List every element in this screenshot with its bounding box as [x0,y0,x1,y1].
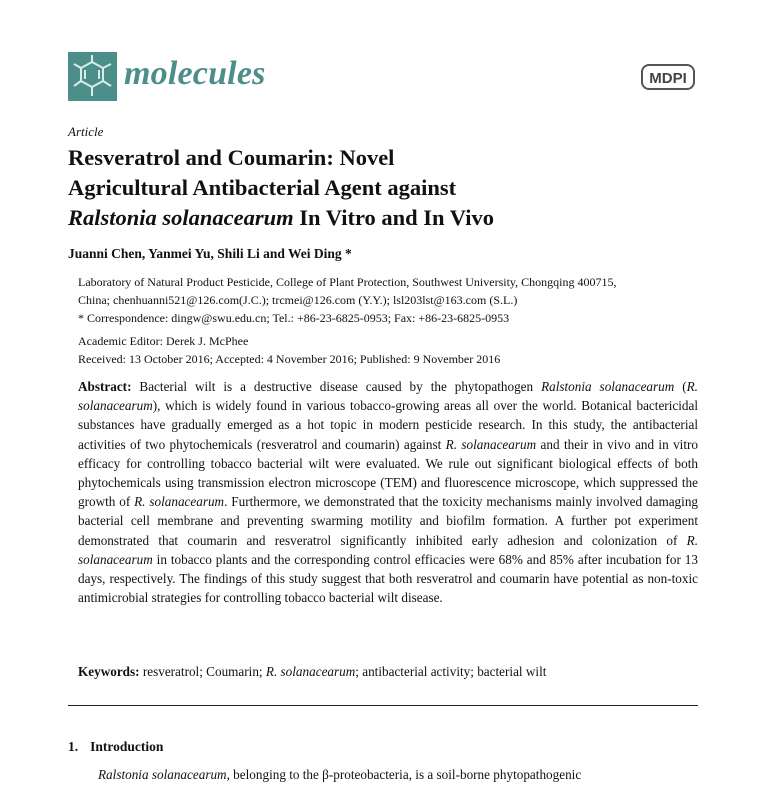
journal-logo [68,52,117,101]
title-line-2: Agricultural Antibacterial Agent against [68,175,457,200]
intro-text: belonging to the β-proteobacteria, is a soil-borne phytopathogenic [229,767,582,782]
species-abbrev: R. solanacearum [78,379,698,414]
species-abbrev: R. solanacearum [445,436,537,452]
abstract-text: ( [674,379,687,394]
keywords-label: Keywords: [78,664,140,679]
publication-dates: Received: 13 October 2016; Accepted: 4 November 2016; Published: 9 November 2016 [78,352,501,366]
abstract-text: Bacterial wilt is a destructive disease caused by the phytopathogen [131,379,542,394]
affiliation-block [78,273,708,327]
title-species: Ralstonia solanacearum [68,205,294,230]
species-name: Ralstonia solanacearum, [98,767,230,782]
academic-editor: Academic Editor: Derek J. McPhee [78,334,249,348]
abstract-text: . Furthermore, we demonstrated that the toxicity mechanisms mainly involved damaging bacterial cell membrane and preventing swarming motility and biofilm formation. A further pot experiment demonstrated that coumarin and resveratrol significantly inhibited early adhesion and colonization of [78,494,699,548]
section-title: Introduction [90,739,164,754]
author-list: Juanni Chen, Yanmei Yu, Shili Li and Wei Ding * [68,246,352,261]
affiliation-line-2: China; chenhuanni521@126.com(J.C.); trcmei@126.com (Y.Y.); lsl203lst@163.com (S.L.) [78,293,518,307]
keywords [78,664,546,680]
publisher-logo: MDPI [641,64,695,90]
title-line-3-rest: In Vitro and In Vivo [293,205,494,230]
correspondence: * Correspondence: dingw@swu.edu.cn; Tel.: +86-23-6825-0953; Fax: +86-23-6825-0953 [78,311,510,325]
abstract-text: in tobacco plants and the corresponding control efficacies were 68% and 85% after incubation for 13 days, respectively. The findings of this study suggest that both resveratrol and coumarin have potential as non-toxic antimicrobial strategies for controlling tobacco bacterial wilt disease. [78,551,698,606]
abstract-text: ), which is widely found in various tobacco-growing areas all over the world. Botanical bactericidal substances have gradually emerged as a hot topic in modern pesticide research. In this study, the antibacterial activities of two phytochemicals (resveratrol and coumarin) against [78,398,698,452]
section-divider [68,705,698,706]
molecule-icon [68,52,117,101]
editorial-info [78,332,500,368]
abstract-label: Abstract: [78,379,132,394]
title-line-3 [68,203,708,233]
species-abbrev: R. solanacearum [134,494,225,510]
abstract-text: and their in vivo and in vitro efficacy for controlling tobacco bacterial wilt were evaluated. We rule out significant biological effects of both phytochemicals using transmission electron microscope (TEM) and fluorescence microscope, which suppressed the growth of [78,436,698,510]
keywords-text: ; antibacterial activity; bacterial wilt [355,664,547,679]
section-number: 1. [68,739,79,754]
journal-name: molecules [124,55,266,92]
keywords-text: resveratrol; Coumarin; [139,664,266,679]
article-title [68,143,708,233]
abstract [78,377,698,607]
keyword-species: R. solanacearum [265,664,356,679]
intro-paragraph [68,765,698,784]
species-abbrev: R. solanacearum [78,532,698,567]
species-name: Ralstonia solanacearum [541,379,675,394]
section-heading [68,739,175,755]
title-line-1: Resveratrol and Coumarin: Novel [68,145,395,170]
affiliation-line-1: Laboratory of Natural Product Pesticide, College of Plant Protection, Southwest University, Chongqing 400715, [78,275,617,289]
article-type: Article [68,124,104,139]
